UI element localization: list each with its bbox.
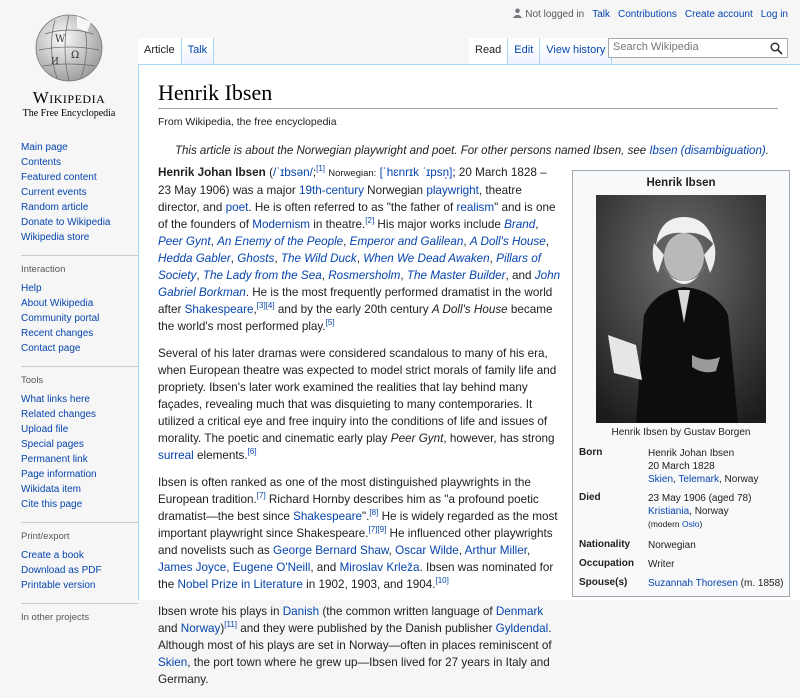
inline-link[interactable]: realism — [456, 201, 495, 214]
view-tabs — [469, 38, 612, 64]
inline-link[interactable]: Emperor and Galilean — [349, 235, 464, 248]
inline-link[interactable]: surreal — [158, 449, 194, 462]
sidebar-item-related-changes[interactable]: Related changes — [21, 409, 97, 420]
sidebar-item-donate-to-wikipedia[interactable]: Donate to Wikipedia — [21, 217, 111, 228]
sidebar-item — [21, 140, 138, 155]
spouse-link[interactable]: Suzannah Thoresen — [648, 578, 738, 589]
inline-link[interactable]: Shakespeare — [184, 303, 254, 316]
telemark-link[interactable]: Telemark — [678, 474, 719, 485]
inline-link[interactable]: [3] — [256, 301, 266, 311]
kristiania-link[interactable]: Kristiania — [648, 506, 690, 517]
inline-link[interactable]: When We Dead Awaken — [363, 252, 490, 265]
sidebar-heading-interaction: Interaction — [21, 264, 66, 275]
inline-link[interactable]: [8] — [369, 508, 379, 518]
sidebar-item-main-page[interactable]: Main page — [21, 142, 68, 153]
hatnote: This article is about the Norwegian playwright and poet. For other persons named Ibsen, see Ibsen (disambiguation). — [175, 145, 769, 157]
sidebar-heading-print: Print/export — [21, 531, 70, 542]
citation — [224, 620, 237, 629]
sidebar-item-help[interactable]: Help — [21, 283, 42, 294]
personal-tools — [513, 8, 788, 20]
citation — [316, 164, 325, 173]
inline-link[interactable]: [10] — [435, 576, 449, 586]
sidebar-item — [21, 467, 138, 482]
sidebar-item-random-article[interactable]: Random article — [21, 202, 89, 213]
inline-link[interactable]: playwright — [426, 184, 479, 197]
sidebar — [0, 140, 138, 633]
log-in-link[interactable]: Log in — [760, 8, 788, 20]
user-icon — [513, 8, 522, 18]
logo-wordmark: Wikipedia — [32, 88, 106, 107]
skien-link[interactable]: Skien — [648, 474, 674, 485]
inline-link[interactable]: The Lady from the Sea — [202, 269, 322, 282]
inline-link[interactable]: Nobel Prize in Literature — [177, 578, 303, 591]
inline-link[interactable]: George Bernard Shaw — [273, 544, 389, 557]
inline-link[interactable]: [7] — [256, 491, 266, 501]
sidebar-item — [21, 215, 138, 230]
create-account-link[interactable]: Create account — [684, 8, 753, 20]
sidebar-print — [21, 522, 138, 593]
namespace-tabs — [138, 38, 214, 64]
infobox-row-occupation: Occupation Writer — [579, 558, 675, 570]
citation — [326, 318, 335, 327]
svg-text:И: И — [51, 57, 59, 67]
inline-link[interactable]: James Joyce — [158, 561, 227, 574]
inline-link[interactable]: Modernism — [252, 218, 311, 231]
wikipedia-logo[interactable] — [14, 10, 124, 125]
inline-link[interactable]: [7] — [368, 525, 378, 535]
inline-link[interactable]: A Doll's House — [469, 235, 546, 248]
sidebar-item-wikipedia-store[interactable]: Wikipedia store — [21, 232, 90, 243]
sidebar-item-cite-this-page[interactable]: Cite this page — [21, 499, 83, 510]
inline-link[interactable]: 19th-century — [298, 184, 364, 197]
sidebar-item — [21, 422, 138, 437]
sidebar-item — [21, 170, 138, 185]
citation — [368, 525, 386, 534]
tab-edit[interactable]: Edit — [508, 38, 540, 64]
citation — [257, 301, 275, 310]
sidebar-heading-tools: Tools — [21, 375, 44, 386]
inline-link[interactable]: Oscar Wilde — [395, 544, 459, 557]
sidebar-item-upload-file[interactable]: Upload file — [21, 424, 69, 435]
inline-link[interactable]: [9] — [377, 525, 387, 535]
inline-link[interactable]: Denmark — [495, 605, 544, 618]
paragraph-3: Ibsen is often ranked as one of the most distinguished playwrights in the European tradition.[7] Richard Hornby describes him as "a profound poetic dramatist—the best since Shakespeare".[8] He is widely regarded as the most important playwright since Shakespeare.[7][9] He influenced other playwrights and novelists such as George Bernard Shaw, Oscar Wilde, Arthur Miller, James Joyce, Eugene O'Neill, and Miroslav Krleža. Ibsen was nominated for the Nobel Prize in Literature in 1902, 1903, and 1904.[10] — [158, 476, 558, 591]
infobox-row-died: Died 23 May 1906 (aged 78) Kristiania, Norway (modern Oslo) — [579, 492, 752, 529]
sidebar-item — [21, 437, 138, 452]
inline-link[interactable]: [1] — [316, 164, 326, 174]
article-body — [158, 164, 562, 698]
site-tagline: From Wikipedia, the free encyclopedia — [158, 116, 337, 128]
sidebar-item — [21, 392, 138, 407]
sidebar-interaction — [21, 255, 138, 356]
sidebar-item — [21, 281, 138, 296]
svg-text:W: W — [55, 34, 66, 45]
inline-link[interactable]: Brand — [504, 218, 536, 231]
search-input[interactable] — [613, 41, 763, 53]
talk-link[interactable]: Talk — [592, 8, 610, 20]
sidebar-item-what-links-here[interactable]: What links here — [21, 394, 90, 405]
sidebar-item-about-wikipedia[interactable]: About Wikipedia — [21, 298, 94, 309]
inline-link[interactable]: /ˈɪbsən/ — [272, 166, 313, 179]
puzzle-globe-icon — [33, 12, 105, 84]
inline-link[interactable]: Rosmersholm — [328, 269, 401, 282]
search-icon[interactable] — [770, 42, 783, 55]
contributions-link[interactable]: Contributions — [618, 8, 677, 20]
sidebar-item-current-events[interactable]: Current events — [21, 187, 87, 198]
sidebar-item-wikidata-item[interactable]: Wikidata item — [21, 484, 82, 495]
inline-link[interactable]: Danish — [282, 605, 320, 618]
oslo-link[interactable]: Oslo — [682, 519, 700, 529]
inline-link[interactable]: Gyldendal — [495, 622, 549, 635]
content-area — [138, 64, 800, 686]
tab-article[interactable]: Article — [138, 38, 182, 64]
sidebar-item — [21, 296, 138, 311]
inline-link[interactable]: Hedda Gabler — [158, 252, 231, 265]
inline-link[interactable]: [5] — [325, 318, 335, 328]
sidebar-heading-other: In other projects — [21, 612, 90, 623]
citation — [435, 576, 448, 585]
inline-link[interactable]: Norway — [180, 622, 221, 635]
sidebar-item-featured-content[interactable]: Featured content — [21, 172, 97, 183]
inline-link[interactable]: [6] — [247, 447, 257, 457]
sidebar-item-contact-page[interactable]: Contact page — [21, 343, 81, 354]
sidebar-item-community-portal[interactable]: Community portal — [21, 313, 100, 324]
inline-link[interactable]: [11] — [224, 620, 238, 630]
inline-link[interactable]: Shakespeare — [293, 510, 363, 523]
logo-tagline: The Free Encyclopedia — [22, 108, 116, 119]
citation — [248, 447, 257, 456]
inline-link[interactable]: John Gabriel Borkman — [158, 269, 561, 299]
citation — [257, 491, 266, 500]
inline-link[interactable]: The Wild Duck — [280, 252, 357, 265]
inline-link[interactable]: Skien — [158, 656, 188, 669]
inline-link[interactable]: [4] — [265, 301, 275, 311]
tab-view-history[interactable]: View history — [540, 38, 612, 64]
sidebar-item-permanent-link[interactable]: Permanent link — [21, 454, 88, 465]
sidebar-item — [21, 230, 138, 245]
inline-link[interactable]: poet — [225, 201, 249, 214]
infobox — [572, 170, 790, 597]
sidebar-item — [21, 578, 138, 593]
sidebar-item-recent-changes[interactable]: Recent changes — [21, 328, 94, 339]
sidebar-item — [21, 185, 138, 200]
sidebar-item — [21, 563, 138, 578]
sidebar-item — [21, 497, 138, 512]
sidebar-item-contents[interactable]: Contents — [21, 157, 62, 168]
sidebar-item — [21, 326, 138, 341]
paragraph-2: Several of his later dramas were considered scandalous to many of his era, when European theatre was expected to model strict morals of family life and propriety. Ibsen's later work examined the realities that lay behind many façades, revealing much that was disquieting to many contemporaries. It utilized a critical eye and free inquiry into the conditions of life and issues of morality. The poetic and cinematic early play Peer Gynt, however, has strong surreal elements.[6] — [158, 347, 557, 462]
citation — [369, 508, 378, 517]
page-title: Henrik Ibsen — [158, 80, 778, 109]
infobox-row-born: Born Henrik Johan Ibsen 20 March 1828 Skien, Telemark, Norway — [579, 447, 759, 485]
infobox-row-nationality: Nationality Norwegian — [579, 539, 696, 551]
inline-link[interactable]: Ghosts — [237, 252, 275, 265]
sidebar-item-special-pages[interactable]: Special pages — [21, 439, 84, 450]
citation — [365, 216, 374, 225]
inline-link[interactable]: Miroslav Krleža — [339, 561, 420, 574]
sidebar-item — [21, 311, 138, 326]
sidebar-item — [21, 200, 138, 215]
infobox-title: Henrik Ibsen — [646, 177, 716, 189]
inline-link[interactable]: [ˈhɛnrɪk ˈɪpsn̩] — [379, 166, 453, 179]
search-box — [608, 38, 788, 58]
inline-link[interactable]: Arthur Miller — [464, 544, 528, 557]
sidebar-item — [21, 407, 138, 422]
infobox-row-spouse: Spouse(s) Suzannah Thoresen (m. 1858) — [579, 577, 784, 589]
paragraph-lead: Henrik Johan Ibsen (/ˈɪbsən/;[1] Norwegian: [ˈhɛnrɪk ˈɪpsn̩]; 20 March 1828 – 23 May 1906) was a major 19th-century Norwegian playwright, theatre director, and poet. He is often referred to as "the father of realism" and is one of the founders of Modernism in theatre.[2] His major works include Brand, Peer Gynt, An Enemy of the People, Emperor and Galilean, A Doll's House, Hedda Gabler, Ghosts, The Wild Duck, When We Dead Awaken, Pillars of Society, The Lady from the Sea, Rosmersholm, The Master Builder, and John Gabriel Borkman. He is the most frequently performed dramatist in the world after Shakespeare,[3][4] and by the early 20th century A Doll's House became the world's most performed play.[5] — [158, 164, 561, 333]
sidebar-tools — [21, 366, 138, 512]
inline-link[interactable]: [2] — [365, 216, 375, 226]
sidebar-item — [21, 482, 138, 497]
sidebar-item — [21, 341, 138, 356]
not-logged-in: Not logged in — [513, 8, 584, 20]
sidebar-item-printable-version[interactable]: Printable version — [21, 580, 96, 591]
inline-link[interactable]: Peer Gynt — [158, 235, 211, 248]
inline-link[interactable]: The Master Builder — [406, 269, 506, 282]
paragraph-4: Ibsen wrote his plays in Danish (the common written language of Denmark and Norway)[11] and they were published by the Danish publisher Gyldendal. Although most of his plays are set in Norway—often in places reminiscent of Skien, the port town where he grew up—Ibsen lived for 27 years in Italy and Germany. — [158, 605, 552, 686]
sidebar-item — [21, 452, 138, 467]
tab-talk[interactable]: Talk — [182, 38, 215, 64]
sidebar-item-page-information[interactable]: Page information — [21, 469, 97, 480]
portrait-photo[interactable] — [596, 195, 766, 423]
sidebar-item — [21, 155, 138, 170]
sidebar-other-projects — [21, 603, 138, 623]
sidebar-item-download-as-pdf[interactable]: Download as PDF — [21, 565, 102, 576]
disambiguation-link[interactable]: Ibsen (disambiguation) — [649, 145, 766, 157]
sidebar-navigation — [0, 140, 138, 245]
inline-link[interactable]: Pillars of Society — [158, 252, 541, 282]
tab-read[interactable]: Read — [469, 38, 508, 64]
inline-link[interactable]: An Enemy of the People — [217, 235, 344, 248]
svg-text:Ω: Ω — [71, 50, 80, 61]
inline-link[interactable]: Eugene O'Neill — [232, 561, 311, 574]
portrait-caption: Henrik Ibsen by Gustav Borgen — [611, 427, 751, 438]
sidebar-item — [21, 548, 138, 563]
sidebar-item-create-a-book[interactable]: Create a book — [21, 550, 84, 561]
